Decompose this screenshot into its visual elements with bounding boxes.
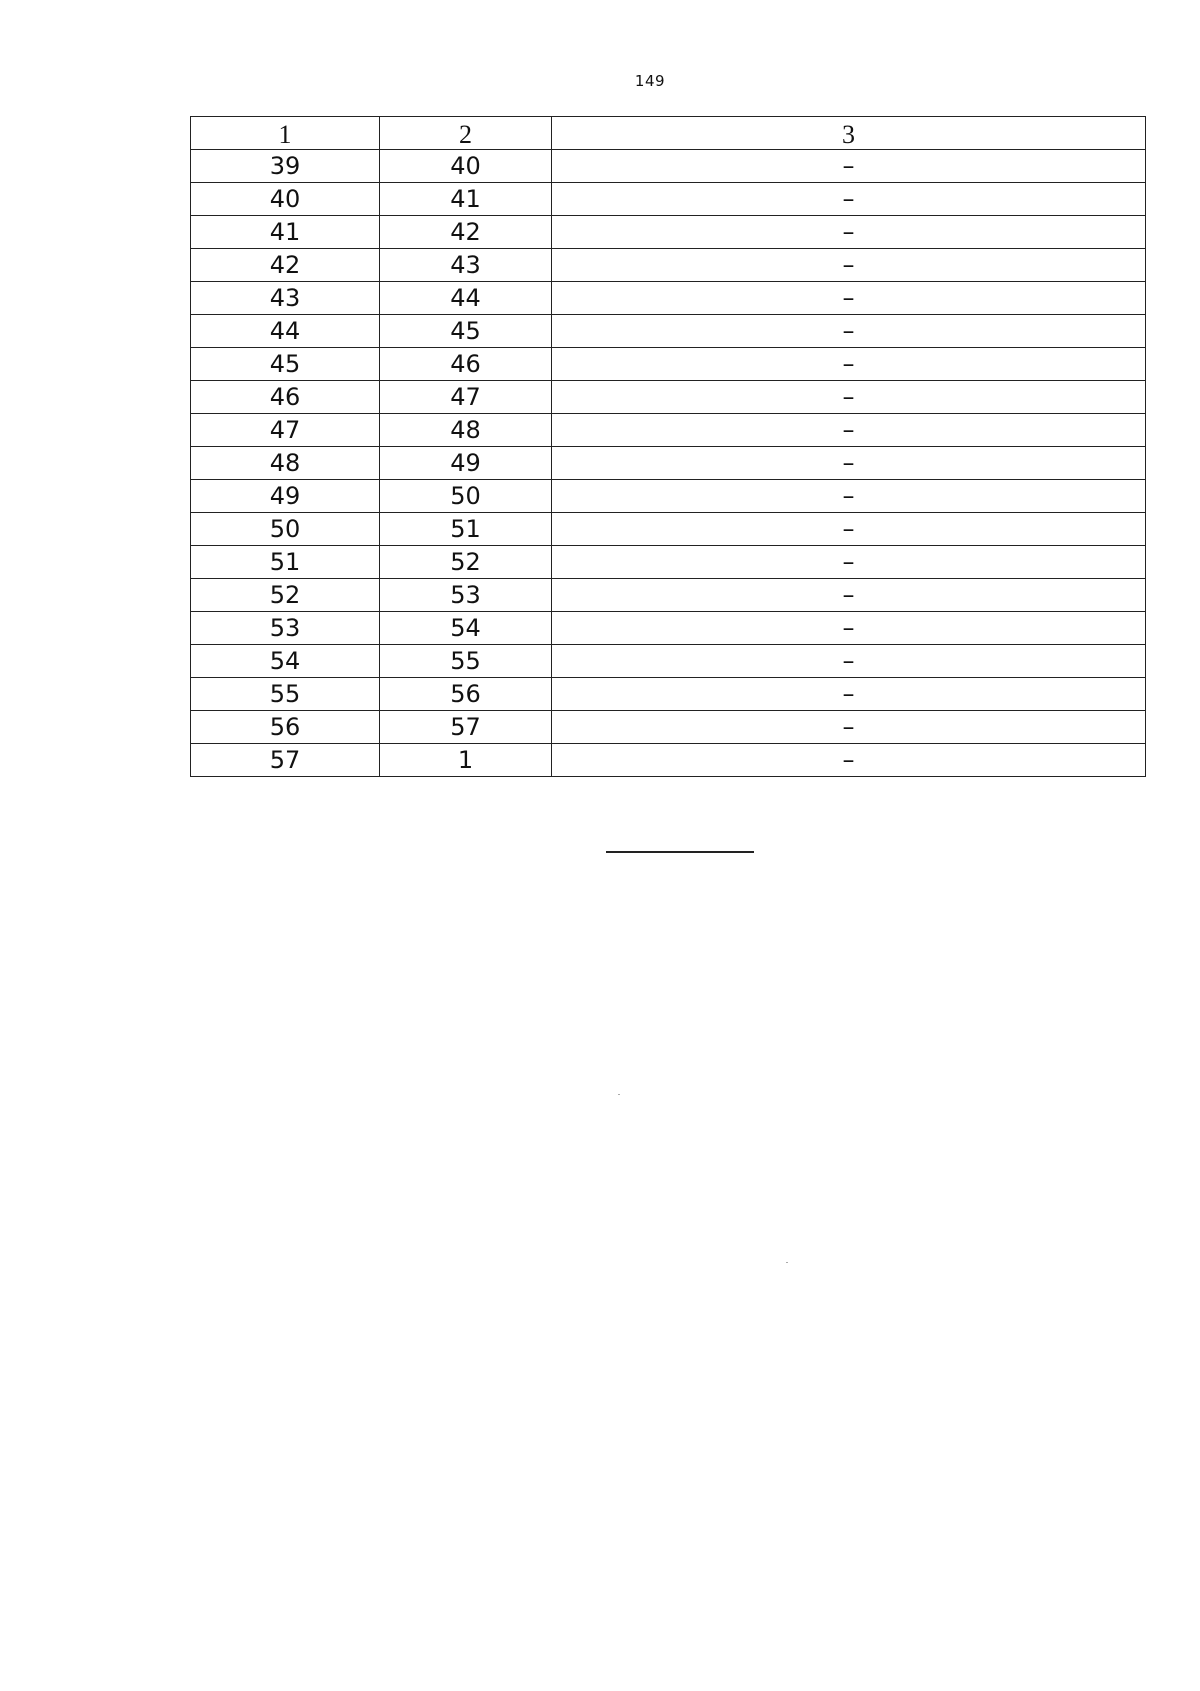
- table-body: [191, 117, 1146, 777]
- table-cell: 53: [191, 612, 380, 645]
- table-cell: –: [552, 282, 1146, 315]
- table-cell: 53: [380, 579, 552, 612]
- table-cell: –: [552, 612, 1146, 645]
- table-row: [191, 183, 1146, 216]
- table-row: [191, 315, 1146, 348]
- table-cell: –: [552, 579, 1146, 612]
- table-row: [191, 513, 1146, 546]
- table-row: [191, 744, 1146, 777]
- table-row: [191, 645, 1146, 678]
- table-cell: 51: [191, 546, 380, 579]
- table-cell: 52: [380, 546, 552, 579]
- table-cell: –: [552, 381, 1146, 414]
- table-row: [191, 480, 1146, 513]
- table-cell: –: [552, 546, 1146, 579]
- table-cell: 43: [380, 249, 552, 282]
- table-cell: 44: [380, 282, 552, 315]
- table-row: [191, 414, 1146, 447]
- table-header-row: [191, 117, 1146, 150]
- table-row: [191, 348, 1146, 381]
- table-cell: –: [552, 348, 1146, 381]
- table-cell: 41: [191, 216, 380, 249]
- table-cell: 44: [191, 315, 380, 348]
- column-header: 3: [552, 117, 1146, 150]
- table-cell: 46: [380, 348, 552, 381]
- table-row: [191, 579, 1146, 612]
- table-cell: 57: [380, 711, 552, 744]
- table-cell: 55: [191, 678, 380, 711]
- table-cell: 41: [380, 183, 552, 216]
- table-row: [191, 612, 1146, 645]
- table-cell: 52: [191, 579, 380, 612]
- table-cell: 45: [191, 348, 380, 381]
- column-header: 2: [380, 117, 552, 150]
- table-cell: –: [552, 513, 1146, 546]
- table-row: [191, 546, 1146, 579]
- table-cell: –: [552, 447, 1146, 480]
- table-cell: 48: [191, 447, 380, 480]
- table-row: [191, 678, 1146, 711]
- table-cell: –: [552, 315, 1146, 348]
- column-header: 1: [191, 117, 380, 150]
- table-row: [191, 447, 1146, 480]
- table-cell: 54: [380, 612, 552, 645]
- table-cell: 45: [380, 315, 552, 348]
- table-cell: –: [552, 216, 1146, 249]
- table-cell: –: [552, 249, 1146, 282]
- table-cell: 56: [191, 711, 380, 744]
- table-cell: –: [552, 183, 1146, 216]
- table-cell: 47: [380, 381, 552, 414]
- end-rule: [606, 851, 754, 853]
- table-row: [191, 381, 1146, 414]
- table-row: [191, 711, 1146, 744]
- page-number: 149: [634, 72, 666, 90]
- scan-speck: [786, 1262, 788, 1263]
- table-cell: 54: [191, 645, 380, 678]
- table-cell: 43: [191, 282, 380, 315]
- table-cell: –: [552, 711, 1146, 744]
- table-cell: –: [552, 480, 1146, 513]
- table-row: [191, 216, 1146, 249]
- data-table: [190, 116, 1146, 777]
- table-cell: –: [552, 744, 1146, 777]
- table-cell: 47: [191, 414, 380, 447]
- table-cell: 39: [191, 150, 380, 183]
- table-cell: –: [552, 678, 1146, 711]
- table-cell: 48: [380, 414, 552, 447]
- table-cell: –: [552, 645, 1146, 678]
- table-cell: 1: [380, 744, 552, 777]
- table-cell: 55: [380, 645, 552, 678]
- table-cell: 42: [191, 249, 380, 282]
- table-cell: 50: [191, 513, 380, 546]
- table-cell: –: [552, 414, 1146, 447]
- table-cell: –: [552, 150, 1146, 183]
- table-cell: 57: [191, 744, 380, 777]
- table-row: [191, 150, 1146, 183]
- table-cell: 46: [191, 381, 380, 414]
- table-cell: 49: [380, 447, 552, 480]
- table-row: [191, 249, 1146, 282]
- table-cell: 40: [380, 150, 552, 183]
- table-cell: 49: [191, 480, 380, 513]
- scan-speck: [618, 1094, 620, 1095]
- table-cell: 51: [380, 513, 552, 546]
- table-cell: 50: [380, 480, 552, 513]
- table-row: [191, 282, 1146, 315]
- table-cell: 40: [191, 183, 380, 216]
- table-cell: 56: [380, 678, 552, 711]
- table-cell: 42: [380, 216, 552, 249]
